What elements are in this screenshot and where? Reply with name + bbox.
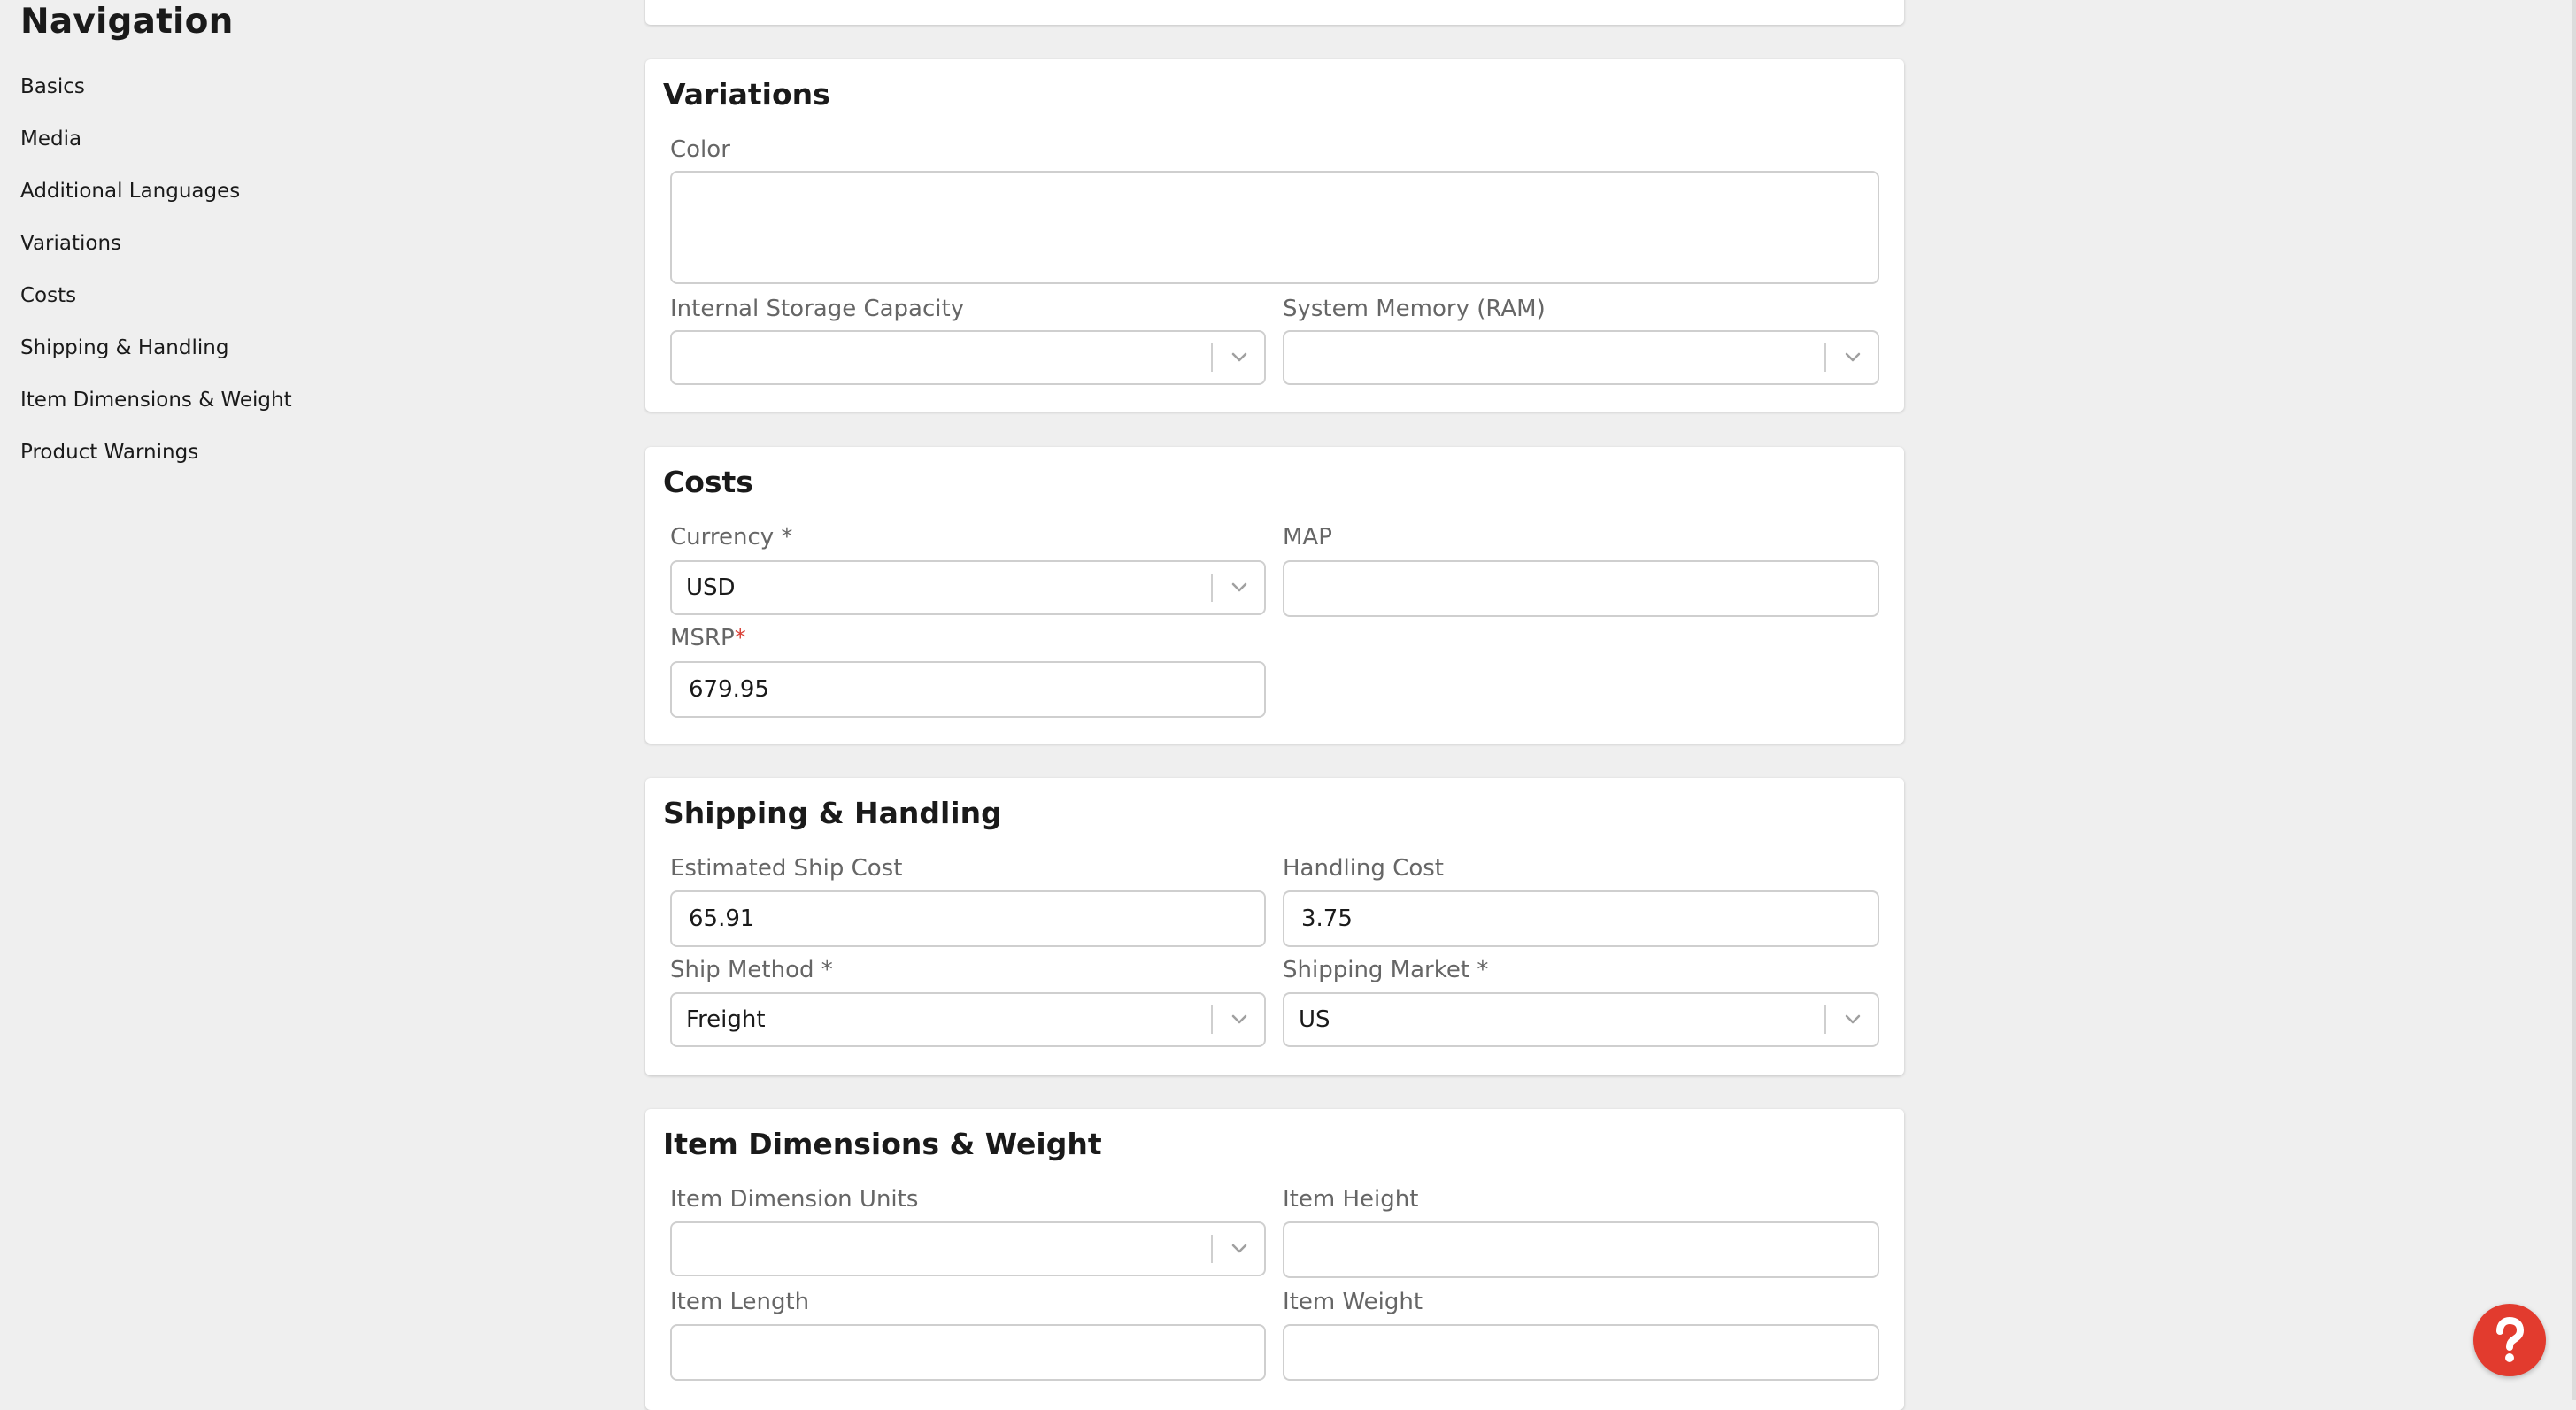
item-dimension-units-label: Item Dimension Units (670, 1186, 919, 1213)
item-weight-label: Item Weight (1283, 1289, 1423, 1315)
estimated-ship-cost-input[interactable] (670, 890, 1266, 947)
item-dimensions-weight-title: Item Dimensions & Weight (663, 1127, 1102, 1161)
shipping-handling-card (645, 778, 1904, 1075)
color-label: Color (670, 136, 730, 163)
ship-method-label-text: Ship Method (670, 957, 814, 983)
currency-label-text: Currency (670, 524, 775, 551)
required-marker: * (734, 625, 746, 651)
nav-item-additional-languages[interactable]: Additional Languages (20, 180, 241, 203)
chevron-down-icon[interactable] (1225, 1236, 1253, 1262)
item-dimension-units-select[interactable] (670, 1221, 1266, 1276)
nav-item-costs[interactable]: Costs (20, 284, 77, 307)
estimated-ship-cost-label: Estimated Ship Cost (670, 855, 903, 882)
internal-storage-select[interactable] (670, 330, 1266, 385)
system-memory-select[interactable] (1283, 330, 1879, 385)
msrp-label-text: MSRP (670, 625, 735, 651)
scrollbar-track[interactable] (2572, 0, 2576, 1400)
costs-title: Costs (663, 465, 753, 499)
nav-item-basics[interactable]: Basics (20, 75, 85, 98)
select-separator (1211, 343, 1213, 372)
currency-value: USD (686, 574, 736, 601)
map-label: MAP (1283, 524, 1332, 551)
item-height-label: Item Height (1283, 1186, 1419, 1213)
shipping-market-select[interactable] (1283, 992, 1879, 1047)
shipping-market-label (1283, 956, 1488, 984)
chevron-down-icon[interactable] (1839, 344, 1867, 371)
handling-cost-input[interactable] (1283, 890, 1879, 947)
chevron-down-icon[interactable] (1225, 1006, 1253, 1033)
previous-section-card (645, 0, 1904, 25)
chevron-down-icon[interactable] (1225, 574, 1253, 601)
navigation-title: Navigation (20, 2, 234, 42)
item-length-input[interactable] (670, 1324, 1266, 1381)
costs-card (645, 447, 1904, 744)
select-separator (1211, 1005, 1213, 1034)
system-memory-label: System Memory (RAM) (1283, 296, 1546, 322)
chevron-down-icon[interactable] (1225, 344, 1253, 371)
ship-method-label (670, 956, 833, 984)
shipping-handling-title: Shipping & Handling (663, 796, 1002, 830)
handling-cost-label: Handling Cost (1283, 855, 1444, 882)
select-separator (1211, 574, 1213, 602)
item-weight-input[interactable] (1283, 1324, 1879, 1381)
nav-item-item-dimensions-weight[interactable]: Item Dimensions & Weight (20, 389, 292, 412)
item-height-input[interactable] (1283, 1221, 1879, 1278)
nav-item-variations[interactable]: Variations (20, 232, 122, 255)
ship-method-value: Freight (686, 1006, 766, 1033)
variations-title: Variations (663, 77, 830, 112)
navigation-list (20, 71, 292, 489)
currency-label (670, 523, 792, 551)
help-button[interactable] (2473, 1304, 2546, 1376)
msrp-input[interactable] (670, 661, 1266, 718)
variations-card (645, 59, 1904, 412)
color-field[interactable] (670, 171, 1879, 284)
chevron-down-icon[interactable] (1839, 1006, 1867, 1033)
internal-storage-label: Internal Storage Capacity (670, 296, 965, 322)
required-marker: * (781, 524, 793, 551)
ship-method-select[interactable] (670, 992, 1266, 1047)
shipping-market-label-text: Shipping Market (1283, 957, 1470, 983)
map-input[interactable] (1283, 560, 1879, 617)
select-separator (1824, 1005, 1826, 1034)
nav-item-media[interactable]: Media (20, 127, 82, 150)
nav-item-product-warnings[interactable]: Product Warnings (20, 441, 199, 464)
currency-select[interactable] (670, 560, 1266, 615)
shipping-market-value: US (1299, 1006, 1330, 1033)
nav-item-shipping-handling[interactable]: Shipping & Handling (20, 336, 229, 359)
item-dimensions-weight-card (645, 1109, 1904, 1410)
select-separator (1824, 343, 1826, 372)
item-length-label: Item Length (670, 1289, 810, 1315)
required-marker: * (821, 957, 833, 983)
msrp-label (670, 624, 746, 652)
select-separator (1211, 1235, 1213, 1263)
required-marker: * (1477, 957, 1489, 983)
question-mark-icon (2473, 1304, 2546, 1376)
